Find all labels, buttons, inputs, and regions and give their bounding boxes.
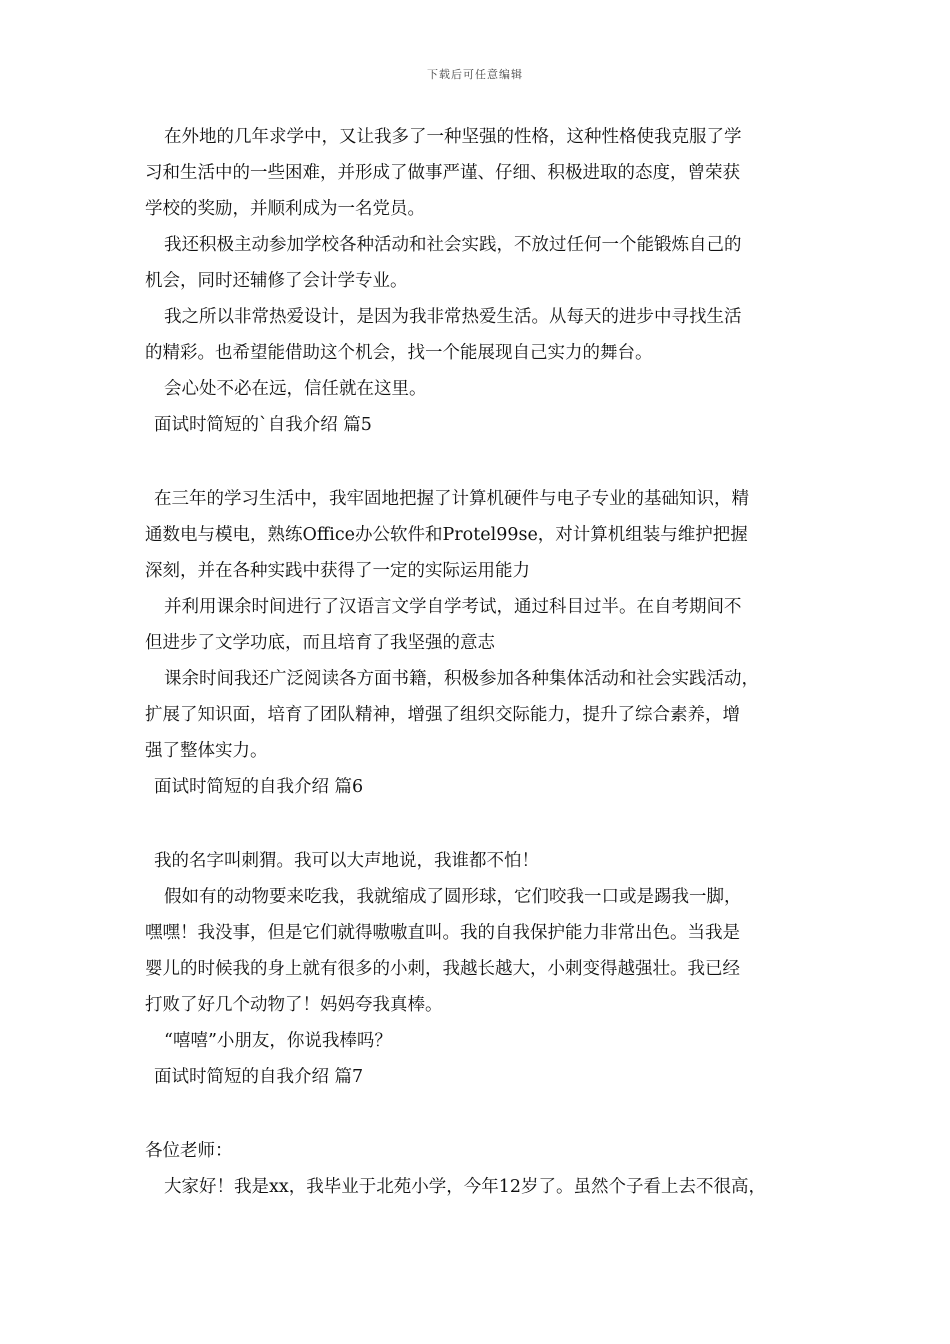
text-line: 习和生活中的一些困难，并形成了做事严谨、仔细、积极进取的态度，曾荣获 xyxy=(145,163,740,183)
paragraph xyxy=(145,664,825,766)
section-5 xyxy=(145,410,825,766)
text-line: 假如有的动物要来吃我，我就缩成了圆形球，它们咬我一口或是踢我一脚， xyxy=(164,887,742,907)
text-line: 我还积极主动参加学校各种活动和社会实践，不放过任何一个能锻炼自己的 xyxy=(164,235,742,255)
text-line: 打败了好几个动物了！妈妈夸我真棒。 xyxy=(145,995,443,1015)
section-heading: 面试时简短的自我介绍 篇6 xyxy=(154,777,364,797)
paragraph xyxy=(145,1136,825,1166)
text-line: 学校的奖励，并顺利成为一名党员。 xyxy=(145,199,425,219)
section-7 xyxy=(145,1062,825,1202)
text-line: 通数电与模电，熟练Office办公软件和Protel99se，对计算机组装与维护把握 xyxy=(145,525,748,545)
text-line: 的精彩。也希望能借助这个机会，找一个能展现自己实力的舞台。 xyxy=(145,343,653,363)
paragraph xyxy=(145,484,825,586)
text-line: “嘻嘻”小朋友，你说我棒吗？ xyxy=(164,1031,392,1051)
text-line: 扩展了知识面，培育了团队精神，增强了组织交际能力，提升了综合素养，增 xyxy=(145,705,740,725)
text-line: 婴儿的时候我的身上就有很多的小刺，我越长越大，小刺变得越强壮。我已经 xyxy=(145,959,740,979)
paragraph xyxy=(145,1026,825,1056)
text-line: 机会，同时还辅修了会计学专业。 xyxy=(145,271,408,291)
text-line: 大家好！我是xx，我毕业于北苑小学，今年12岁了。虽然个子看上去不很高， xyxy=(164,1177,767,1197)
paragraph xyxy=(145,846,825,876)
paragraph xyxy=(145,374,825,404)
section-heading: 面试时简短的自我介绍 篇7 xyxy=(154,1067,364,1087)
paragraph xyxy=(145,1172,825,1202)
document-body xyxy=(145,122,825,1202)
text-line: 嘿嘿！我没事，但是它们就得嗷嗷直叫。我的自我保护能力非常出色。当我是 xyxy=(145,923,740,943)
section-heading: 面试时简短的`自我介绍 篇5 xyxy=(154,415,372,435)
text-line: 并利用课余时间进行了汉语言文学自学考试，通过科目过半。在自考期间不 xyxy=(164,597,742,617)
text-line: 我的名字叫刺猬。我可以大声地说，我谁都不怕！ xyxy=(154,851,539,871)
paragraph xyxy=(145,882,825,1020)
paragraph xyxy=(145,122,825,224)
section-6 xyxy=(145,772,825,1056)
text-line: 课余时间我还广泛阅读各方面书籍，积极参加各种集体活动和社会实践活动， xyxy=(164,669,759,689)
text-line: 深刻，并在各种实践中获得了一定的实际运用能力 xyxy=(145,561,530,581)
text-line: 强了整体实力。 xyxy=(145,741,268,761)
text-line: 会心处不必在远，信任就在这里。 xyxy=(164,379,427,399)
text-line: 在三年的学习生活中，我牢固地把握了计算机硬件与电子专业的基础知识，精 xyxy=(154,489,749,509)
paragraph xyxy=(145,592,825,658)
header-watermark: 下载后可任意编辑 xyxy=(427,68,523,81)
text-line: 各位老师： xyxy=(145,1141,233,1161)
text-line: 在外地的几年求学中，又让我多了一种坚强的性格，这种性格使我克服了学 xyxy=(164,127,742,147)
text-line: 我之所以非常热爱设计，是因为我非常热爱生活。从每天的进步中寻找生活 xyxy=(164,307,742,327)
text-line: 但进步了文学功底，而且培育了我坚强的意志 xyxy=(145,633,495,653)
paragraph xyxy=(145,302,825,368)
paragraph xyxy=(145,230,825,296)
